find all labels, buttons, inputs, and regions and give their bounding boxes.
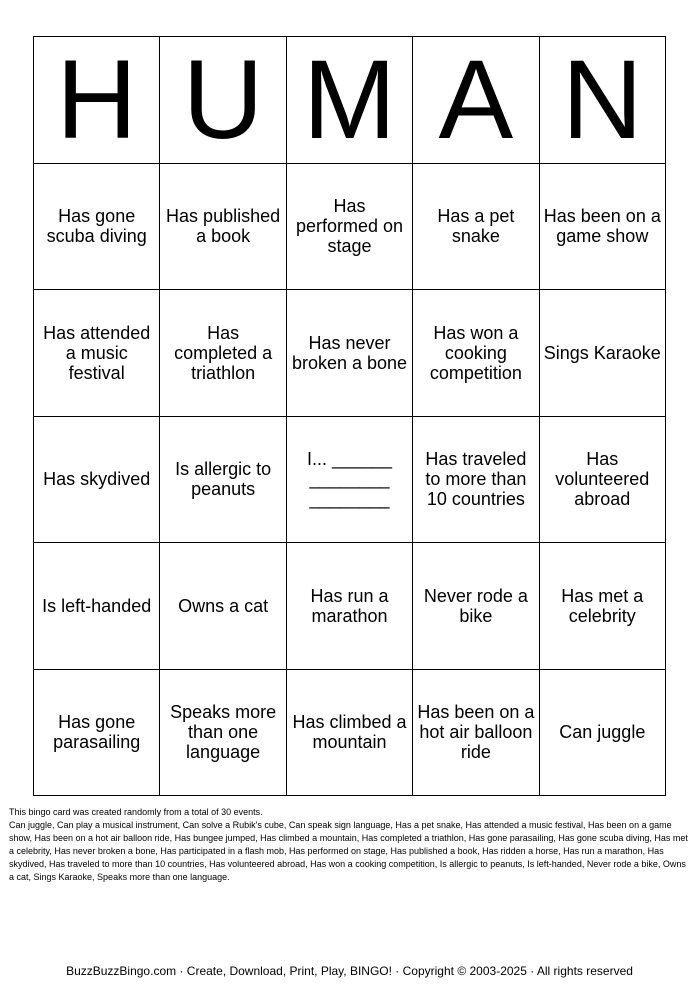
bingo-cell: Has climbed a mountain (287, 670, 413, 797)
bingo-cell: Has a pet snake (413, 164, 539, 291)
bingo-cell: Is allergic to peanuts (160, 417, 286, 544)
bingo-cell: Has gone parasailing (34, 670, 160, 797)
free-space-line: ________ (309, 469, 390, 490)
bingo-cell: Has been on a game show (540, 164, 666, 291)
bingo-cell: Has gone scuba diving (34, 164, 160, 291)
card-description (9, 806, 689, 884)
header-letter-n: N (540, 37, 666, 164)
site-credit: BuzzBuzzBingo.com · Create, Download, Print, Play, BINGO! · Copyright © 2003-2025 · All rights reserved (66, 964, 633, 978)
bingo-cell: Never rode a bike (413, 543, 539, 670)
bingo-cell: Has traveled to more than 10 countries (413, 417, 539, 544)
bingo-cell: Speaks more than one language (160, 670, 286, 797)
bingo-cell: Owns a cat (160, 543, 286, 670)
header-letter-m: M (287, 37, 413, 164)
bingo-cell: Has run a marathon (287, 543, 413, 670)
header-letter-h: H (34, 37, 160, 164)
free-space-line: ________ (309, 489, 390, 510)
free-space-line: I... ______ (306, 449, 393, 470)
bingo-cell: Has met a celebrity (540, 543, 666, 670)
bingo-cell: Has won a cooking competition (413, 290, 539, 417)
bingo-card (33, 36, 666, 796)
event-list: Can juggle, Can play a musical instrument, Can solve a Rubik's cube, Can speak sign language, Has a pet snake, Has attended a music festival, Has been on a game show, Has been on a hot air balloon ride, Has bungee jumped, Has climbed a mountain, Has completed a triathlon, Has gone parasailing, Has gone scuba diving, Has met a celebrity, Has never broken a bone, Has participated in a flash mob, Has performed on stage, Has published a book, Has ridden a horse, Has run a marathon, Has skydived, Has traveled to more than 10 countries, Has volunteered abroad, Has won a cooking competition, Is allergic to peanuts, Is left-handed, Never rode a bike, Owns a cat, Sings Karaoke, Speaks more than one language. (9, 820, 688, 882)
bingo-cell: Has completed a triathlon (160, 290, 286, 417)
header-letter-a: A (413, 37, 539, 164)
bingo-cell: Is left-handed (34, 543, 160, 670)
bingo-cell: Has been on a hot air balloon ride (413, 670, 539, 797)
bingo-cell: Has published a book (160, 164, 286, 291)
free-space-cell (287, 417, 413, 544)
bingo-cell: Sings Karaoke (540, 290, 666, 417)
bingo-cell: Has attended a music festival (34, 290, 160, 417)
header-letter-u: U (160, 37, 286, 164)
card-summary: This bingo card was created randomly from a total of 30 events. (9, 807, 263, 817)
bingo-cell: Has skydived (34, 417, 160, 544)
bingo-cell: Has performed on stage (287, 164, 413, 291)
bingo-cell: Has volunteered abroad (540, 417, 666, 544)
bingo-cell: Can juggle (540, 670, 666, 797)
bingo-cell: Has never broken a bone (287, 290, 413, 417)
